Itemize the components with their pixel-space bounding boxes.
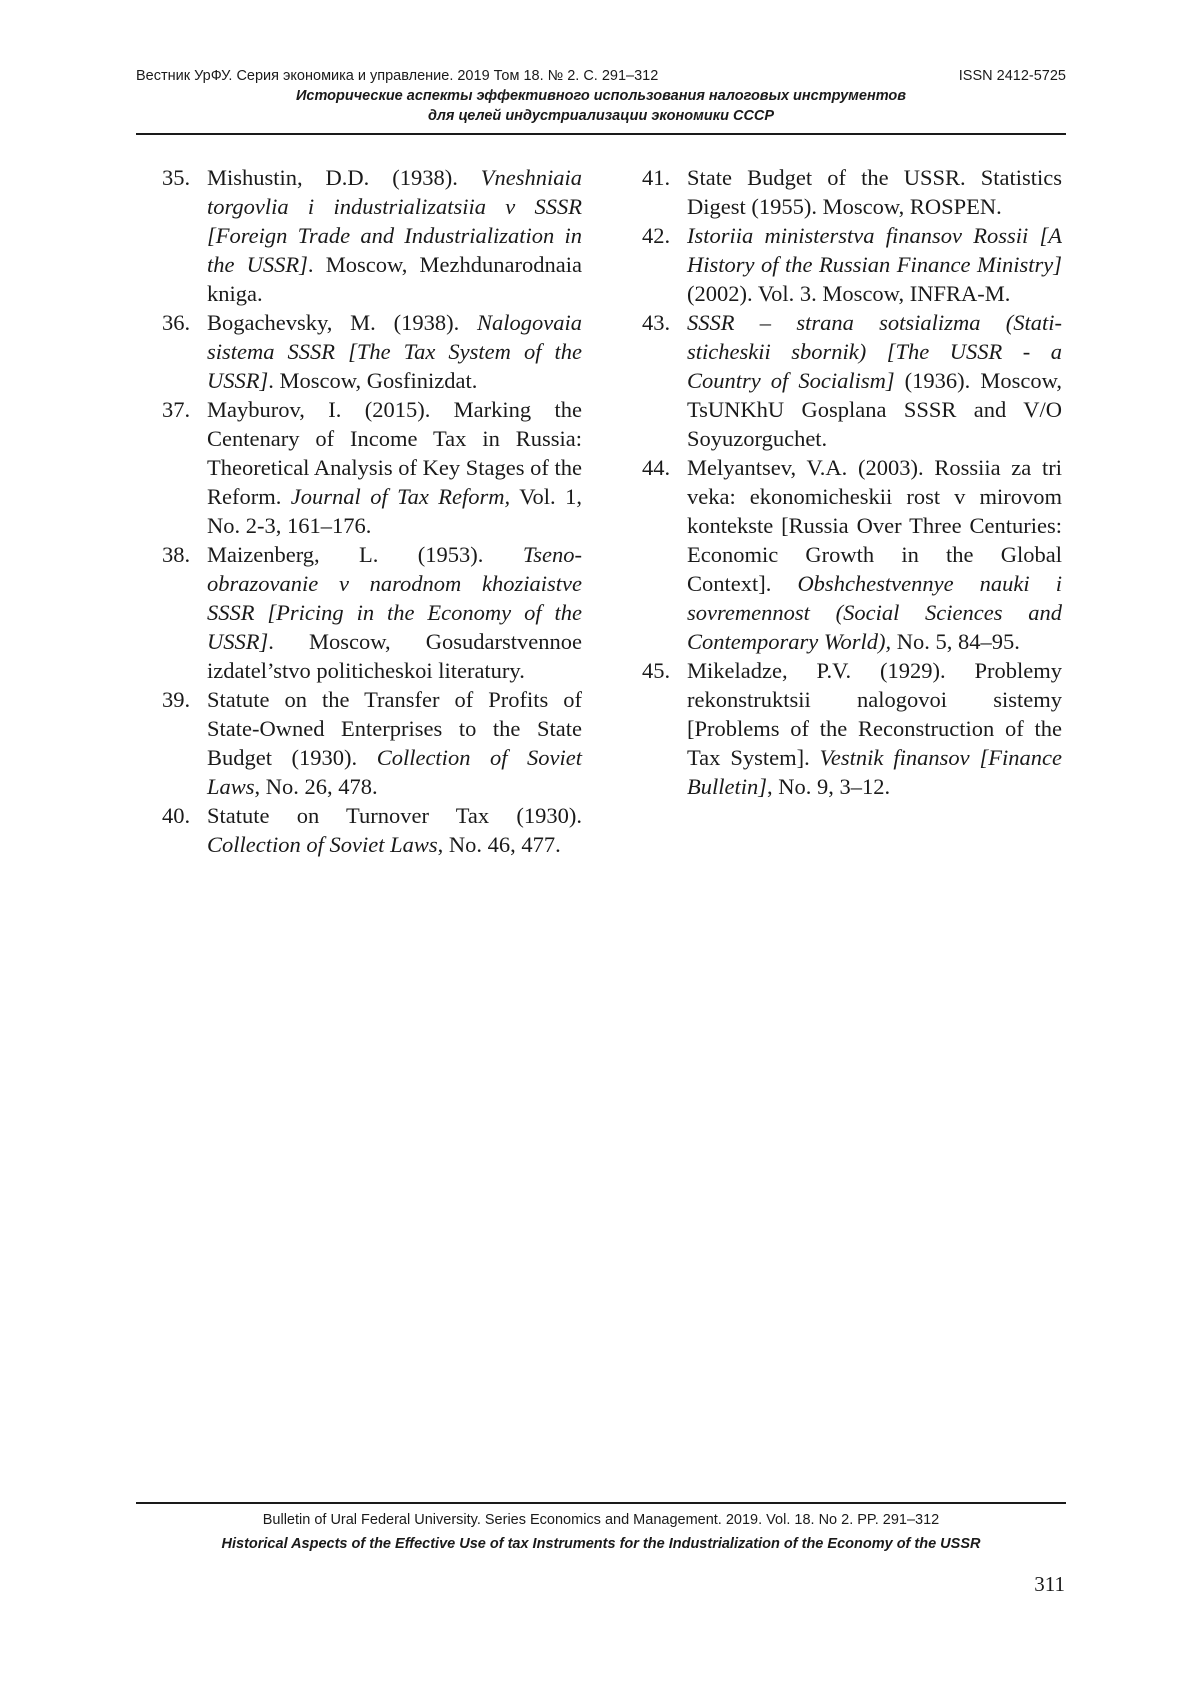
reference-number: 45.: [642, 658, 671, 683]
reference-item: [162, 308, 582, 395]
reference-text: [207, 395, 582, 540]
reference-segment: Mayburov, I. (2015). Marking the Centenary of Income Tax in Russia: Theoretical Analysis of Key Stages of the Reform.: [207, 397, 582, 509]
reference-segment: . Moscow, Mezhdunarodnaia kniga.: [207, 252, 582, 306]
reference-number: 35.: [162, 165, 191, 190]
references-column-right: [642, 163, 1062, 801]
reference-text: [207, 801, 582, 859]
reference-number: 42.: [642, 223, 671, 248]
reference-italic-segment: SSSR – strana sotsializma (Stati-sticheskii sbornik) [The USSR - a Country of Socialism]: [687, 310, 1062, 393]
page-number: 311: [1034, 1572, 1065, 1596]
reference-text: [687, 221, 1062, 308]
reference-segment: Mikeladze, P.V. (1929). Problemy rekonstruktsii nalogovoi sistemy [Problems of the Reconstruction of the Tax System].: [687, 658, 1062, 770]
reference-text: [207, 685, 582, 801]
article-title-en: Historical Aspects of the Effective Use of tax Instruments for the Industrialization of the Economy of the USSR: [221, 1536, 981, 1552]
reference-segment: (1936). Moscow, TsUNKhU Gosplana SSSR and V/O Soyuzorguchet.: [687, 368, 1062, 451]
reference-number: 37.: [162, 397, 191, 422]
reference-item: [642, 453, 1062, 656]
header-rule: [136, 133, 1066, 135]
reference-italic-segment: Vestnik finansov [Finance Bulletin]: [687, 745, 1062, 799]
reference-segment: , No. 9, 3–12.: [767, 774, 891, 799]
reference-italic-segment: Nalogovaia sistema SSSR [The Tax System of the USSR]: [207, 310, 582, 393]
running-footer: [136, 1508, 1066, 1556]
issn: ISSN 2412-5725: [958, 68, 1066, 84]
reference-italic-segment: Tseno-obrazovanie v narodnom khoziaistve SSSR [Pricing in the Economy of the USSR]: [207, 542, 582, 654]
running-header-line: [136, 66, 1066, 86]
reference-text: [687, 163, 1062, 221]
reference-segment: Maizenberg, L. (1953).: [207, 542, 523, 567]
reference-italic-segment: Collection of Soviet Laws: [207, 832, 438, 857]
reference-item: [162, 540, 582, 685]
reference-italic-segment: Collection of Soviet Laws: [207, 745, 583, 799]
reference-text: [687, 308, 1062, 453]
article-title-ru-line1: Исторические аспекты эффективного использования налоговых инструментов: [295, 88, 907, 104]
reference-item: [642, 656, 1062, 801]
reference-item: [642, 308, 1062, 453]
reference-segment: . Moscow, Gosudarstvennoe izdatel’stvo politicheskoi literatury.: [207, 629, 582, 683]
reference-number: 38.: [162, 542, 191, 567]
reference-number: 40.: [162, 803, 191, 828]
reference-segment: No. 5, 84–95.: [891, 629, 1020, 654]
reference-segment: Vol. 1, No. 2-3, 161–176.: [207, 484, 582, 538]
reference-segment: Statute on Turnover Tax (1930).: [207, 803, 582, 828]
reference-italic-segment: Journal of Tax Reform,: [290, 484, 511, 509]
reference-segment: Mishustin, D.D. (1938).: [207, 165, 481, 190]
reference-italic-segment: Istoriia ministerstva finansov Rossii [A History of the Russian Finance Ministry]: [687, 223, 1062, 277]
footer-rule: [136, 1502, 1066, 1504]
reference-item: [162, 163, 582, 308]
reference-segment: State Budget of the USSR. Statistics Digest (1955). Moscow, ROSPEN.: [687, 165, 1062, 219]
reference-item: [162, 685, 582, 801]
reference-text: [687, 453, 1062, 656]
reference-text: [207, 540, 582, 685]
reference-segment: , No. 46, 477.: [437, 832, 561, 857]
reference-item: [642, 221, 1062, 308]
reference-number: 41.: [642, 165, 671, 190]
article-title-ru-line2: для целей индустриализации экономики СССР: [427, 108, 775, 124]
reference-number: 39.: [162, 687, 191, 712]
reference-italic-segment: Vneshniaia torgovlia i industrializatsiia v SSSR [Foreign Trade and Industrialization in the USSR]: [207, 165, 582, 277]
references-column-left: [162, 163, 582, 859]
reference-segment: (2002). Vol. 3. Moscow, INFRA-M.: [687, 281, 1011, 306]
reference-segment: , No. 26, 478.: [254, 774, 378, 799]
reference-item: [642, 163, 1062, 221]
reference-text: [207, 163, 582, 308]
reference-segment: . Moscow, Gosfinizdat.: [268, 368, 478, 393]
reference-number: 43.: [642, 310, 671, 335]
reference-item: [162, 395, 582, 540]
reference-number: 44.: [642, 455, 671, 480]
reference-number: 36.: [162, 310, 191, 335]
journal-citation-en: Bulletin of Ural Federal University. Series Economics and Management. 2019. Vol. 18. No 2. PP. 291–312: [262, 1512, 940, 1528]
running-header: [136, 66, 1066, 126]
journal-citation: Вестник УрФУ. Серия экономика и управление. 2019 Том 18. № 2. С. 291–312: [136, 68, 659, 84]
reference-segment: Statute on the Transfer of Profits of State-Owned Enterprises to the State Budget (1930).: [207, 687, 582, 770]
reference-item: [162, 801, 582, 859]
reference-text: [207, 308, 582, 395]
reference-segment: Bogachevsky, M. (1938).: [207, 310, 477, 335]
reference-segment: Melyantsev, V.A. (2003). Rossiia za tri veka: ekonomicheskii rost v mirovom kontekste [Russia Over Three Centuries: Economic Growth in the Global Context].: [687, 455, 1062, 596]
reference-italic-segment: Obshchestvennye nauki i sovremennost (Social Sciences and Contemporary World),: [687, 571, 1062, 654]
reference-text: [687, 656, 1062, 801]
